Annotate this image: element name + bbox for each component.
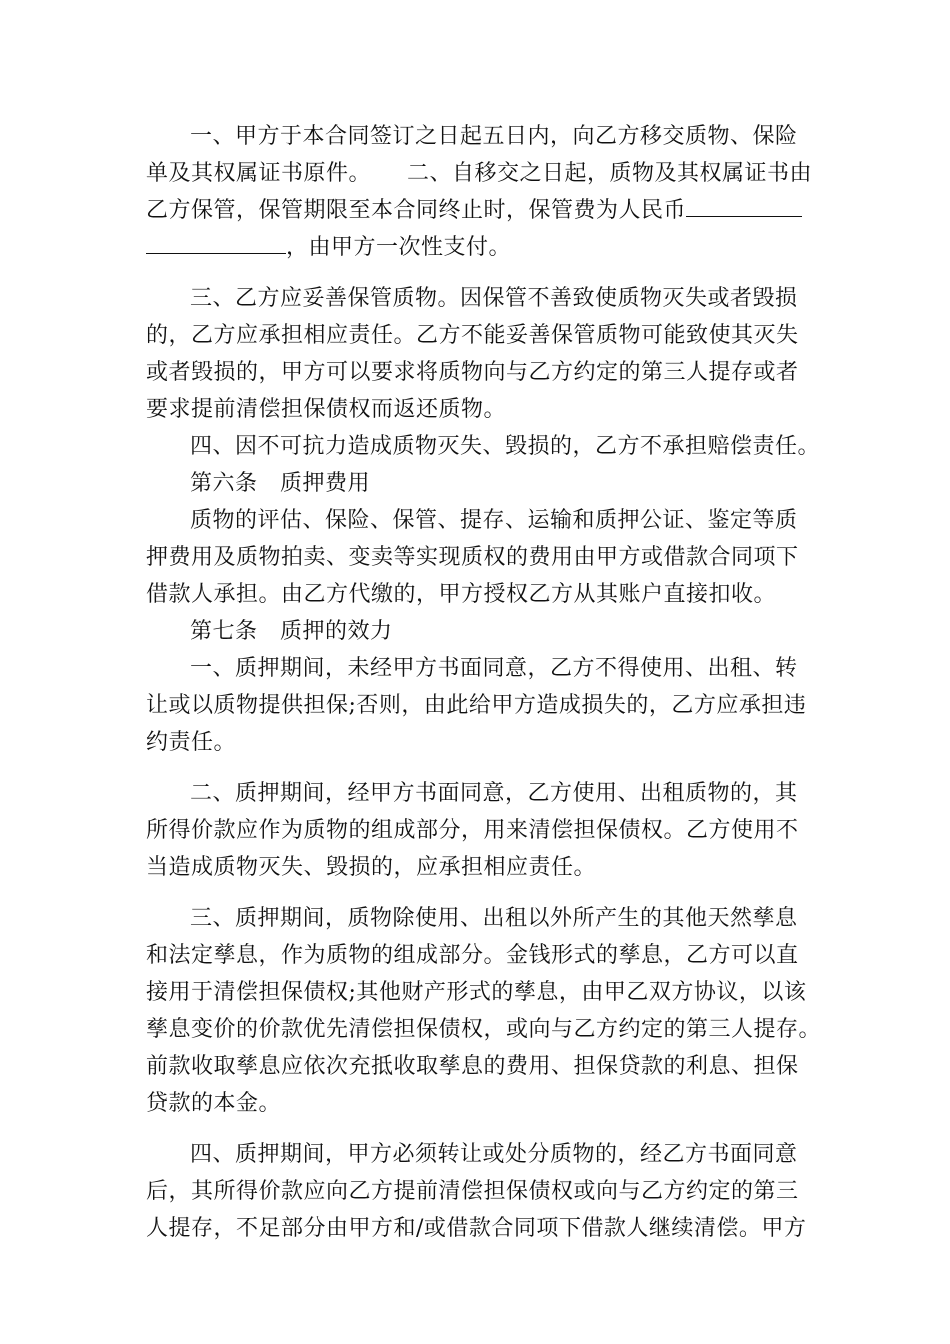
paragraph-line: 的，乙方应承担相应责任。乙方不能妥善保管质物可能致使其灭失: [146, 323, 799, 348]
paragraph-line: 四、质押期间，甲方必须转让或处分质物的，经乙方书面同意: [190, 1142, 798, 1167]
line-segment: 二、自移交之日起，质物及其权属证书由: [407, 161, 813, 186]
paragraph-line: [146, 229, 810, 266]
section-heading: 第六条 质押费用: [190, 471, 371, 496]
paragraph-line: 三、乙方应妥善保管质物。因保管不善致使质物灭失或者毁损: [190, 286, 798, 311]
paragraph-line: 二、质押期间，经甲方书面同意，乙方使用、出租质物的，其: [190, 781, 798, 806]
paragraph-line: 当造成质物灭失、毁损的，应承担相应责任。: [146, 855, 597, 880]
line-segment: ，由甲方一次性支付。: [286, 235, 512, 260]
paragraph-line: 约责任。: [146, 730, 237, 755]
paragraph-line: 要求提前清偿担保债权而返还质物。: [146, 397, 507, 422]
fill-in-blank: [146, 229, 286, 254]
paragraph-line: 三、质押期间，质物除使用、出租以外所产生的其他天然孳息: [190, 906, 798, 931]
fill-in-blank: [686, 192, 802, 217]
paragraph-line: 接用于清偿担保债权;其他财产形式的孳息，由甲乙双方协议，以该: [146, 980, 807, 1005]
document-body: [146, 118, 822, 1247]
paragraph-line: 前款收取孳息应依次充抵收取孳息的费用、担保贷款的利息、担保: [146, 1054, 799, 1079]
paragraph-line: [146, 155, 813, 192]
paragraph-line: 四、因不可抗力造成质物灭失、毁损的，乙方不承担赔偿责任。: [190, 434, 821, 459]
paragraph-line: 一、甲方于本合同签订之日起五日内，向乙方移交质物、保险: [190, 124, 798, 149]
paragraph-line: 质物的评估、保险、保管、提存、运输和质押公证、鉴定等质: [190, 508, 798, 533]
paragraph-line: 和法定孳息，作为质物的组成部分。金钱形式的孳息，乙方可以直: [146, 943, 799, 968]
section-heading: 第七条 质押的效力: [190, 619, 393, 644]
paragraph-line: [146, 192, 810, 229]
paragraph-line: 所得价款应作为质物的组成部分，用来清偿担保债权。乙方使用不: [146, 818, 799, 843]
paragraph-line: 一、质押期间，未经甲方书面同意，乙方不得使用、出租、转: [190, 656, 798, 681]
paragraph-line: 或者毁损的，甲方可以要求将质物向与乙方约定的第三人提存或者: [146, 360, 799, 385]
paragraph-line: 押费用及质物拍卖、变卖等实现质权的费用由甲方或借款合同项下: [146, 545, 799, 570]
line-segment: 单及其权属证书原件。: [146, 161, 372, 186]
paragraph-line: 孳息变价的价款优先清偿担保债权，或向与乙方约定的第三人提存。: [146, 1017, 822, 1042]
paragraph-line: 贷款的本金。: [146, 1091, 282, 1116]
paragraph-line: 后，其所得价款应向乙方提前清偿担保债权或向与乙方约定的第三: [146, 1179, 799, 1204]
line-segment: 乙方保管，保管期限至本合同终止时，保管费为人民币: [146, 198, 687, 223]
paragraph-line: 让或以质物提供担保;否则，由此给甲方造成损失的，乙方应承担违: [146, 693, 807, 718]
paragraph-line: 人提存，不足部分由甲方和/或借款合同项下借款人继续清偿。甲方: [146, 1216, 807, 1241]
paragraph-line: 借款人承担。由乙方代缴的，甲方授权乙方从其账户直接扣收。: [146, 582, 777, 607]
